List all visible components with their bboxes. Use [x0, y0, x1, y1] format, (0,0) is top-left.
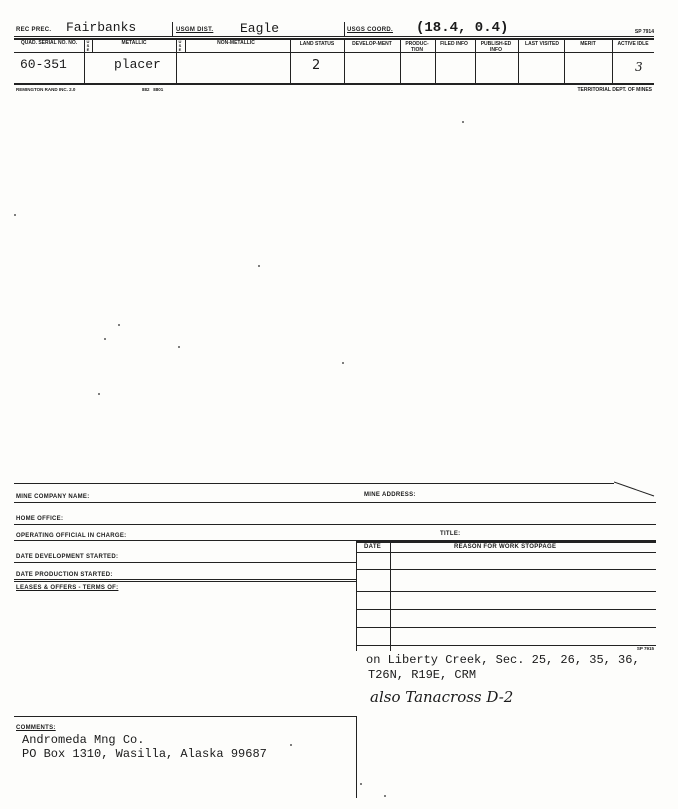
scan-speck: [342, 362, 344, 364]
rec-prec-value: Fairbanks: [66, 20, 137, 35]
col-use-2: U S E: [178, 39, 182, 52]
operating-official-label: OPERATING OFFICIAL IN CHARGE:: [16, 533, 127, 539]
col-active-idle: ACTIVE IDLE: [617, 41, 649, 47]
rec-prec-label: REC PREC.: [16, 27, 52, 33]
col-filed-info: FILED INFO: [440, 41, 468, 47]
handwritten-note: also Tanacross D-2: [370, 688, 514, 706]
usgm-dist-label: USGM DIST.: [176, 27, 214, 33]
comments-line-1: Andromeda Mng Co.: [22, 733, 145, 747]
date-production-started-label: DATE PRODUCTION STARTED:: [16, 572, 113, 578]
col-development: DEVELOP-MENT: [352, 41, 392, 47]
home-office-label: HOME OFFICE:: [16, 516, 64, 522]
col-use-1: U S E: [86, 39, 90, 52]
scan-speck: [118, 324, 120, 326]
card-edge-mark: [614, 480, 656, 502]
col-quad-serial: QUAD. SERIAL NO. NO.: [20, 40, 78, 46]
department-imprint: TERRITORIAL DEPT. OF MINES: [577, 87, 652, 93]
mine-company-name-label: MINE COMPANY NAME:: [16, 494, 90, 500]
col-last-visited: LAST VISITED: [525, 41, 559, 47]
col-non-metallic: NON-METALLIC: [217, 40, 255, 46]
leases-offers-label: LEASES & OFFERS - TERMS OF:: [16, 585, 119, 591]
index-card-header: [14, 20, 654, 95]
form-number-2: SP 7915: [636, 646, 654, 651]
date-development-started-label: DATE DEVELOPMENT STARTED:: [16, 554, 119, 560]
usgm-dist-value: Eagle: [240, 21, 280, 36]
land-status-value: 2: [312, 58, 321, 73]
active-idle-value: 3: [635, 60, 643, 74]
col-production: PRODUC-TION: [405, 41, 429, 53]
scan-speck: [290, 744, 292, 746]
title-label: TITLE:: [440, 531, 461, 537]
scan-speck: [178, 346, 180, 348]
location-line-1: on Liberty Creek, Sec. 25, 26, 35, 36,: [366, 653, 640, 667]
scan-speck: [14, 214, 16, 216]
form-number: SP 7914: [634, 29, 654, 35]
col-published-info: PUBLISH-ED INFO: [480, 41, 512, 53]
printer-codes: 882 8801: [142, 87, 164, 92]
index-card-lower: [14, 478, 656, 798]
comments-label: COMMENTS:: [16, 725, 56, 731]
usgs-coord-label: USGS COORD.: [347, 27, 393, 33]
col-merit: MERIT: [580, 41, 596, 47]
scan-speck: [258, 265, 260, 267]
scan-speck: [104, 338, 106, 340]
location-line-2: T26N, R19E, CRM: [368, 668, 477, 682]
scan-speck: [360, 783, 362, 785]
printer-imprint: REMINGTON RAND INC. 2.0: [16, 87, 76, 92]
date-column-header: DATE: [364, 544, 382, 550]
scan-speck: [462, 121, 464, 123]
reason-column-header: REASON FOR WORK STOPPAGE: [454, 544, 557, 550]
scan-speck: [384, 795, 386, 797]
col-metallic: METALLIC: [121, 40, 147, 46]
usgs-coord-value: (18.4, 0.4): [416, 20, 509, 36]
quad-serial-value: 60-351: [20, 57, 67, 72]
col-land-status: LAND STATUS: [299, 41, 335, 47]
comments-line-2: PO Box 1310, Wasilla, Alaska 99687: [22, 747, 267, 761]
mine-address-label: MINE ADDRESS:: [364, 492, 416, 498]
metallic-value: placer: [114, 57, 161, 72]
scan-speck: [98, 393, 100, 395]
